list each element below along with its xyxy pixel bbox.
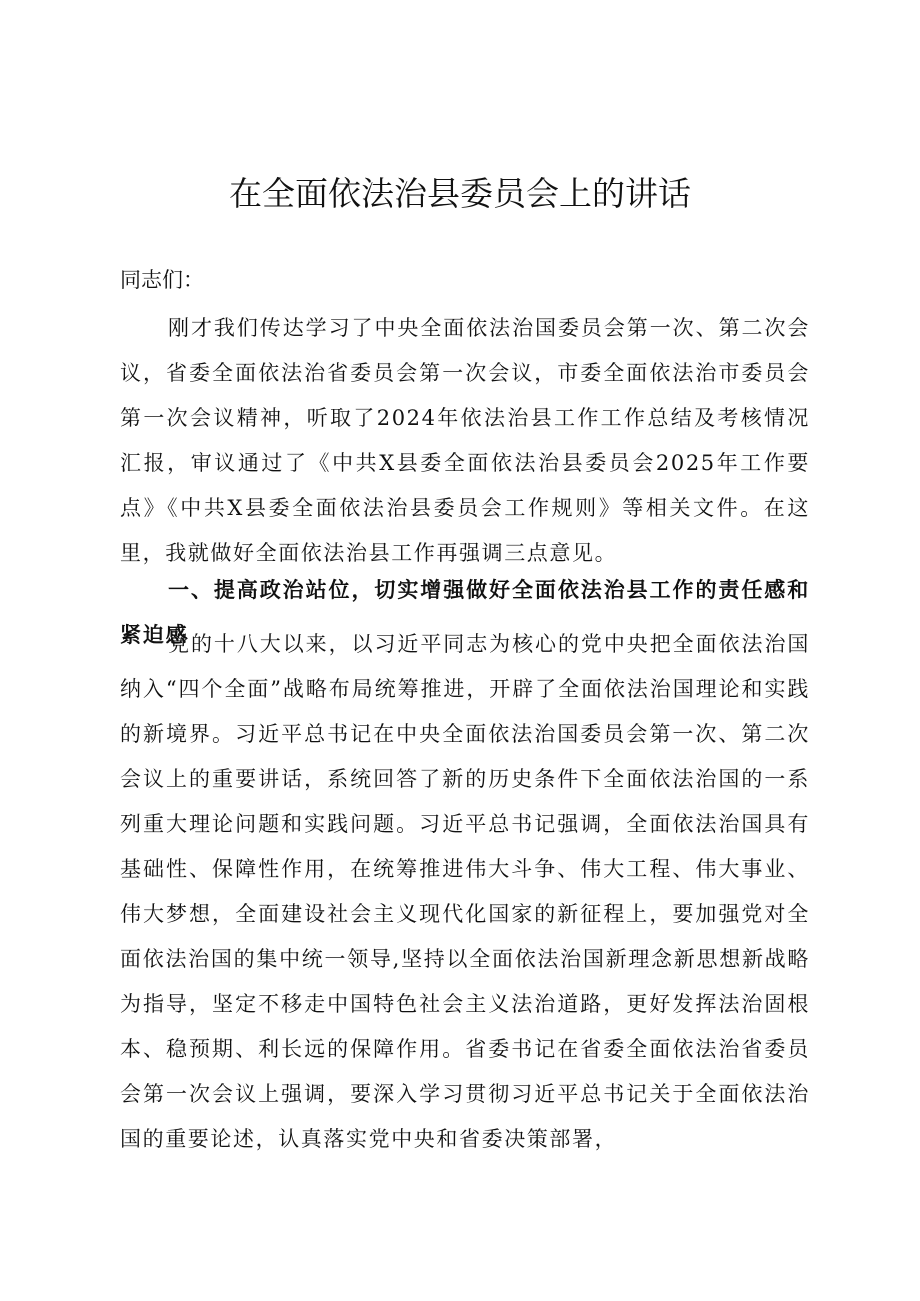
document-title: 在全面依法治县委员会上的讲话 [229, 174, 691, 213]
salutation: 同志们： [120, 268, 204, 292]
section-heading-1: 一、提高政治站位，切实增强做好全面依法治县工作的责任感和紧迫感 [120, 577, 810, 647]
paragraph-intro: 刚才我们传达学习了中央全面依法治国委员会第一次、第二次会议，省委全面依法治省委员会第一次会议，市委全面依法治市委员会第一次会议精神，听取了2024年依法治县工作工作总结及考核情况汇报，审议通过了《中共X县委全面依法治县委员会2025年工作要点》《中共X县委全面依法治县委员会工作规则》等相关文件。在这里，我就做好全面依法治县工作再强调三点意见。 [120, 316, 810, 565]
paragraph-section-1: 党的十八大以来，以习近平同志为核心的党中央把全面依法治国纳入“四个全面”战略布局统筹推进，开辟了全面依法治国理论和实践的新境界。习近平总书记在中央全面依法治国委员会第一次、第二次会议上的重要讲话，系统回答了新的历史条件下全面依法治国的一系列重大理论问题和实践问题。习近平总书记强调，全面依法治国具有基础性、保障性作用，在统筹推进伟大斗争、伟大工程、伟大事业、伟大梦想，全面建设社会主义现代化国家的新征程上，要加强党对全面依法治国的集中统一领导,坚持以全面依法治国新理念新思想新战略为指导，坚定不移走中国特色社会主义法治道路，更好发挥法治固根本、稳预期、利长远的保障作用。省委书记在省委全面依法治省委员会第一次会议上强调，要深入学习贯彻习近平总书记关于全面依法治国的重要论述，认真落实党中央和省委决策部署， [120, 632, 810, 1151]
